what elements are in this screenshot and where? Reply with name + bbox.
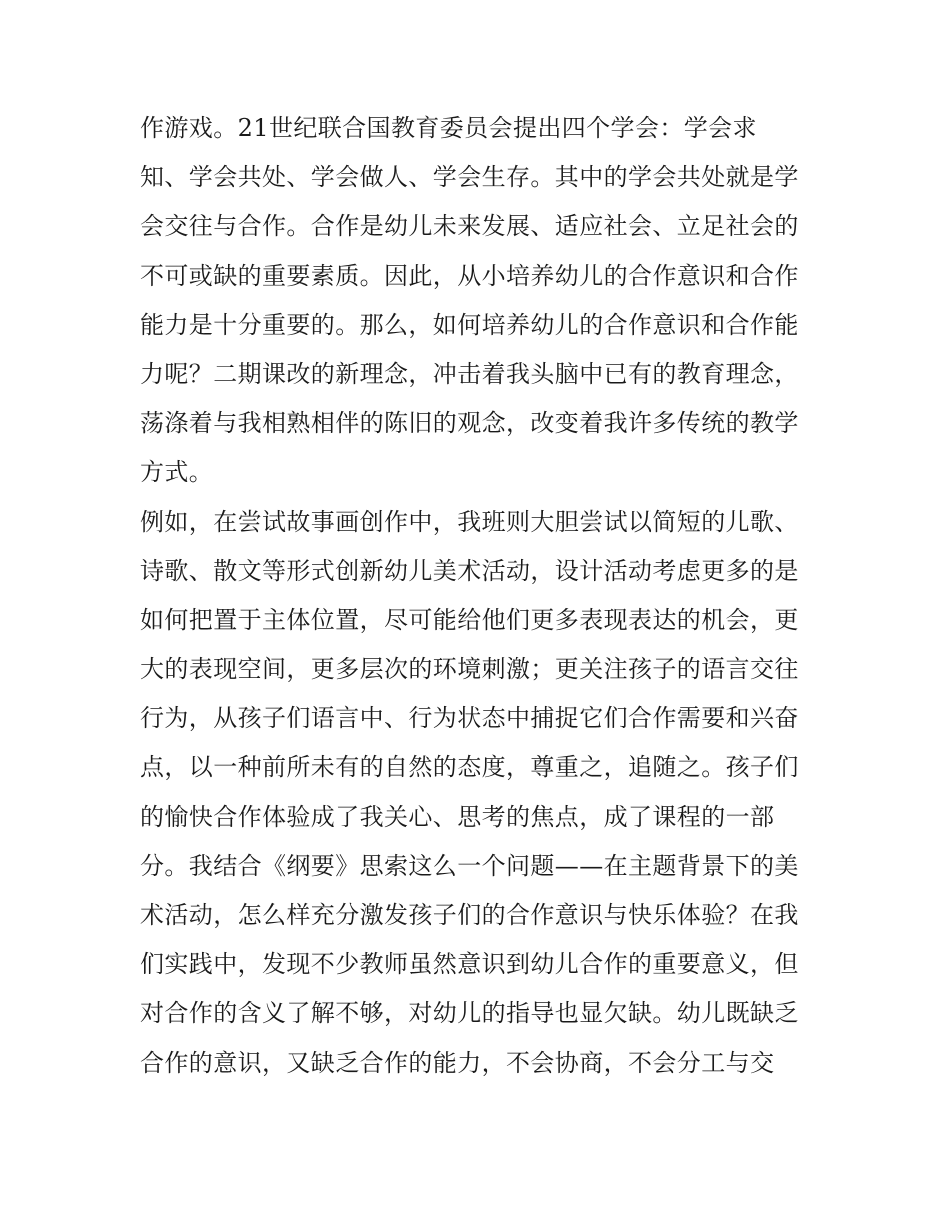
text-line: 知、学会共处、学会做人、学会生存。其中的学会共处就是学 [140,163,799,192]
text-line: 对合作的含义了解不够，对幼儿的指导也显欠缺。幼儿既缺乏 [140,999,799,1028]
text-line: 作游戏。21世纪联合国教育委员会提出四个学会：学会求 [140,114,757,142]
text-line: 荡涤着与我相熟相伴的陈旧的观念，改变着我许多传统的教学 [140,409,799,438]
text-line: 诗歌、散文等形式创新幼儿美术活动，设计活动考虑更多的是 [140,556,799,585]
text-line: 点，以一种前所未有的自然的态度，尊重之，追随之。孩子们 [140,753,799,782]
text-line: 会交往与合作。合作是幼儿未来发展、适应社会、立足社会的 [140,212,799,241]
text-line: 大的表现空间，更多层次的环境刺激；更关注孩子的语言交往 [140,655,799,684]
text-line: 合作的意识，又缺乏合作的能力，不会协商，不会分工与交 [140,1048,775,1077]
text-line: 如何把置于主体位置，尽可能给他们更多表现表达的机会，更 [140,605,799,634]
text-line: 术活动，怎么样充分激发孩子们的合作意识与快乐体验？在我 [140,901,799,929]
text-line: 们实践中，发现不少教师虽然意识到幼儿合作的重要意义，但 [140,950,799,979]
text-line: 方式。 [140,458,214,487]
body-text [140,104,820,1088]
text-line: 例如，在尝试故事画创作中，我班则大胆尝试以简短的儿歌、 [140,507,799,536]
text-line: 分。我结合《纲要》思索这么一个问题——在主题背景下的美 [140,851,799,880]
text-line: 力呢？二期课改的新理念，冲击着我头脑中已有的教育理念， [140,359,799,388]
text-line: 不可或缺的重要素质。因此，从小培养幼儿的合作意识和合作 [140,261,799,290]
text-line: 的愉快合作体验成了我关心、思考的焦点，成了课程的一部 [140,802,775,831]
text-line: 行为，从孩子们语言中、行为状态中捕捉它们合作需要和兴奋 [140,704,799,733]
text-line: 能力是十分重要的。那么，如何培养幼儿的合作意识和合作能 [140,310,799,339]
